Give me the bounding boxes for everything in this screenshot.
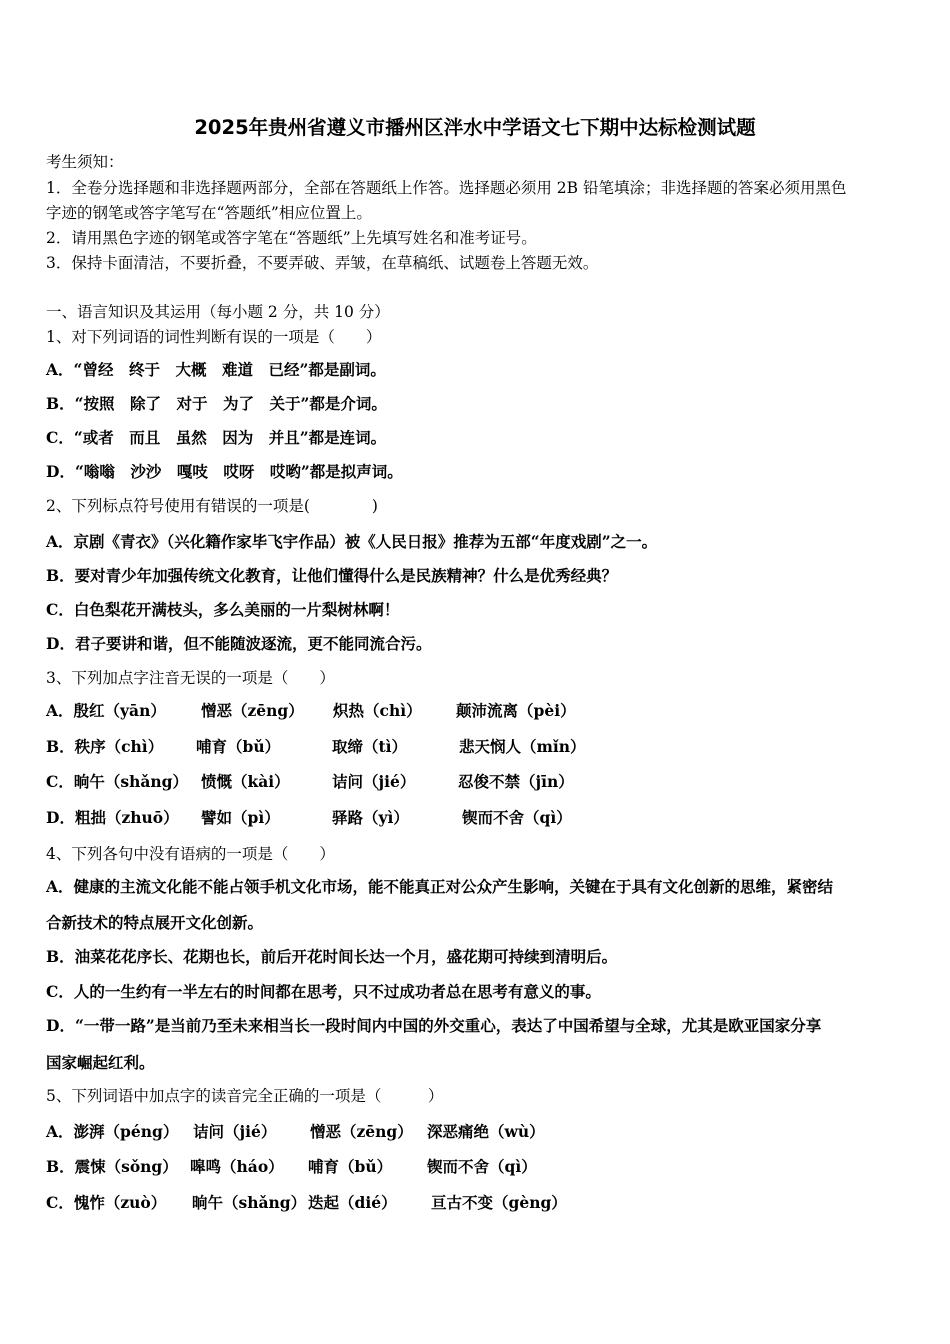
question-4-option-a-line-1: A．健康的主流文化能不能占领手机文化市场，能不能真正对公众产生影响，关键在于具有文化创新的思维，紧密结 [46, 877, 834, 896]
question-1-option-b: B．“按照 除了 对于 为了 关于”都是介词。 [46, 394, 387, 413]
option-part: A．澎湃（péng） [46, 1122, 179, 1141]
option-part: C．愧怍（zuò） [46, 1193, 167, 1212]
question-3-stem: 3、下列加点字注音无误的一项是（ ） [46, 669, 335, 687]
option-part: B．秩序（chì） [46, 737, 164, 756]
notice-item-1-line-2: 字迹的钢笔或答字笔写在“答题纸”相应位置上。 [46, 204, 372, 222]
option-part: 锲而不舍（qì） [462, 808, 572, 827]
question-2-option-c: C．白色梨花开满枝头，多么美丽的一片梨树林啊！ [46, 600, 400, 619]
option-part: 取缔（tì） [332, 737, 408, 756]
option-part: 炽热（chì） [333, 701, 422, 720]
option-part: 迭起（dié） [308, 1193, 397, 1212]
option-part: C．晌午（shǎng） [46, 772, 188, 791]
option-part: B．震悚（sǒng） [46, 1157, 178, 1176]
question-4-option-c: C．人的一生约有一半左右的时间都在思考，只不过成功者总在思考有意义的事。 [46, 982, 601, 1001]
notice-heading: 考生须知： [46, 153, 124, 171]
question-4-stem: 4、下列各句中没有语病的一项是（ ） [46, 845, 335, 863]
question-4-option-b: B．油菜花花序长、花期也长，前后开花时间长达一个月，盛花期可持续到清明后。 [46, 947, 618, 966]
option-part: 愤慨（kài） [201, 772, 290, 791]
question-5-stem: 5、下列词语中加点字的读音完全正确的一项是（ ） [46, 1087, 444, 1105]
page-title: 2025年贵州省遵义市播州区泮水中学语文七下期中达标检测试题 [194, 116, 756, 139]
option-part: 嗥鸣（háo） [190, 1157, 284, 1176]
section-heading: 一、语言知识及其运用（每小题 2 分，共 10 分） [46, 303, 390, 321]
question-4-option-d-line-1: D．“一带一路”是当前乃至未来相当长一段时间内中国的外交重心，表达了中国希望与全球，尤其是欧亚国家分享 [46, 1016, 822, 1035]
option-part: 诘问（jié） [193, 1122, 277, 1141]
question-1-stem: 1、对下列词语的词性判断有误的一项是（ ） [46, 328, 382, 346]
option-part: 亘古不变（gèng） [431, 1193, 567, 1212]
option-part: 悲天悯人（mǐn） [459, 737, 586, 756]
question-4-option-d-line-2: 国家崛起红利。 [46, 1053, 155, 1072]
option-part: 驿路（yì） [332, 808, 409, 827]
question-2-option-b: B．要对青少年加强传统文化教育，让他们懂得什么是民族精神？什么是优秀经典？ [46, 566, 618, 585]
question-1-option-d: D．“嗡嗡 沙沙 嘎吱 哎呀 哎哟”都是拟声词。 [46, 462, 403, 481]
option-part: 颠沛流离（pèi） [456, 701, 576, 720]
question-2-stem: 2、下列标点符号使用有错误的一项是( ) [46, 497, 378, 515]
option-part: 譬如（pì） [201, 808, 280, 827]
question-1-option-a: A．“曾经 终于 大概 难道 已经”都是副词。 [46, 360, 386, 379]
option-part: 锲而不舍（qì） [427, 1157, 537, 1176]
notice-item-3: 3．保持卡面清洁，不要折叠，不要弄破、弄皱，在草稿纸、试题卷上答题无效。 [46, 254, 599, 272]
option-part: 诘问（jié） [332, 772, 416, 791]
option-part: A．殷红（yān） [46, 701, 166, 720]
option-part: 忍俊不禁（jīn） [458, 772, 574, 791]
question-2-option-d: D．君子要讲和谐，但不能随波逐流，更不能同流合污。 [46, 634, 432, 653]
option-part: 深恶痛绝（wù） [427, 1122, 545, 1141]
option-part: 哺育（bǔ） [196, 737, 281, 756]
option-part: D．粗拙（zhuō） [46, 808, 179, 827]
question-4-option-a-line-2: 合新技术的特点展开文化创新。 [46, 913, 264, 932]
option-part: 憎恶（zēng） [310, 1122, 413, 1141]
option-part: 哺育（bǔ） [308, 1157, 393, 1176]
option-part: 晌午（shǎng） [192, 1193, 307, 1212]
option-part: 憎恶（zēng） [201, 701, 304, 720]
notice-item-2: 2．请用黑色字迹的钢笔或答字笔在“答题纸”上先填写姓名和准考证号。 [46, 229, 537, 247]
question-1-option-c: C．“或者 而且 虽然 因为 并且”都是连词。 [46, 428, 387, 447]
notice-item-1-line-1: 1．全卷分选择题和非选择题两部分，全部在答题纸上作答。选择题必须用 2B 铅笔填涂；非选择题的答案必须用黑色 [46, 179, 847, 197]
question-2-option-a: A．京剧《青衣》（兴化籍作家毕飞宇作品）被《人民日报》推荐为五部“年度戏剧”之一。 [46, 532, 658, 551]
